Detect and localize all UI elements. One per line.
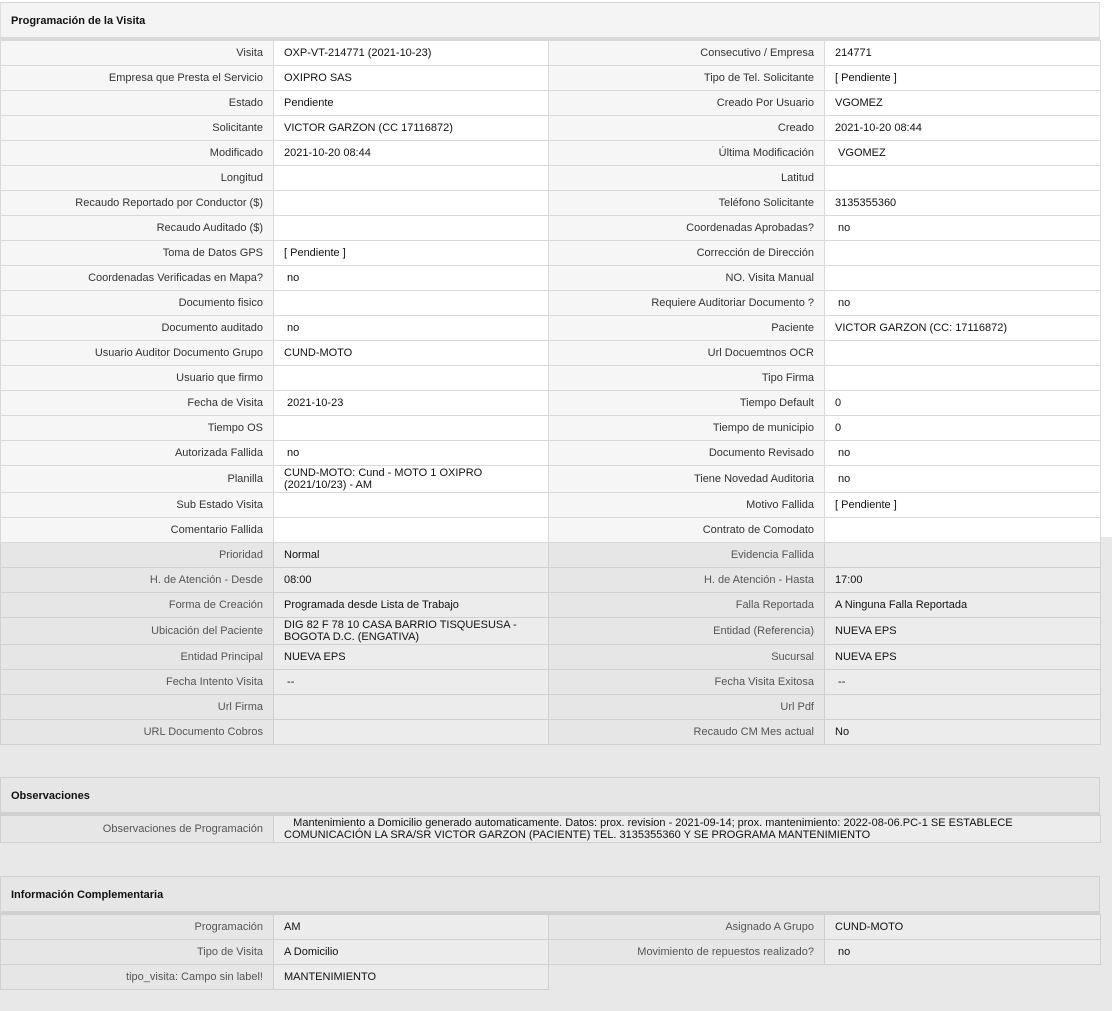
form-row [1, 166, 1101, 191]
form-row [1, 695, 1101, 720]
complementaria-title: Información Complementaria [0, 876, 1100, 914]
no-visita-manual-value [825, 266, 1101, 291]
programacion-label: Programación [1, 915, 274, 940]
fecha-intento-visita-value: -- [274, 670, 549, 695]
consecutivo-empresa-value: 214771 [825, 41, 1101, 66]
form-row [1, 466, 1101, 493]
complementaria-table [0, 914, 1101, 990]
coordenadas-aprobadas-value: no [825, 216, 1101, 241]
fecha-visita-exitosa-value: -- [825, 670, 1101, 695]
empresa-que-presta-el-servicio-value: OXIPRO SAS [274, 66, 549, 91]
url-firma-label: Url Firma [1, 695, 274, 720]
movimiento-de-repuestos-realizado-value: no [825, 940, 1101, 965]
coordenadas-verificadas-en-mapa-label: Coordenadas Verificadas en Mapa? [1, 266, 274, 291]
form-row [1, 816, 1101, 843]
complementaria-panel [0, 876, 1100, 990]
ubicacion-del-paciente-value: DIG 82 F 78 10 CASA BARRIO TISQUESUSA - BOGOTA D.C. (ENGATIVA) [274, 618, 549, 645]
coordenadas-aprobadas-label: Coordenadas Aprobadas? [549, 216, 825, 241]
correccion-de-direccion-value [825, 241, 1101, 266]
form-row [1, 366, 1101, 391]
telefono-solicitante-value: 3135355360 [825, 191, 1101, 216]
usuario-que-firmo-label: Usuario que firmo [1, 366, 274, 391]
ultima-modificacion-label: Última Modificación [549, 141, 825, 166]
estado-value: Pendiente [274, 91, 549, 116]
tipo-visita-campo-sin-label-value: MANTENIMIENTO [274, 965, 549, 990]
url-firma-value [274, 695, 549, 720]
url-pdf-label: Url Pdf [549, 695, 825, 720]
form-row [1, 441, 1101, 466]
form-row [1, 940, 1101, 965]
telefono-solicitante-label: Teléfono Solicitante [549, 191, 825, 216]
latitud-label: Latitud [549, 166, 825, 191]
usuario-auditor-documento-grupo-label: Usuario Auditor Documento Grupo [1, 341, 274, 366]
observaciones-table [0, 815, 1101, 843]
sucursal-label: Sucursal [549, 645, 825, 670]
fecha-de-visita-value: 2021-10-23 [274, 391, 549, 416]
paciente-label: Paciente [549, 316, 825, 341]
planilla-value: CUND-MOTO: Cund - MOTO 1 OXIPRO (2021/10/23) - AM [274, 466, 549, 493]
motivo-fallida-label: Motivo Fallida [549, 493, 825, 518]
h-de-atencion-hasta-label: H. de Atención - Hasta [549, 568, 825, 593]
url-docuemtnos-ocr-label: Url Docuemtnos OCR [549, 341, 825, 366]
tiempo-os-label: Tiempo OS [1, 416, 274, 441]
form-row [1, 543, 1101, 568]
form-row [1, 241, 1101, 266]
blank-value [825, 965, 1101, 990]
recaudo-cm-mes-actual-label: Recaudo CM Mes actual [549, 720, 825, 745]
no-visita-manual-label: NO. Visita Manual [549, 266, 825, 291]
form-row [1, 316, 1101, 341]
form-row [1, 191, 1101, 216]
url-docuemtnos-ocr-value [825, 341, 1101, 366]
url-documento-cobros-label: URL Documento Cobros [1, 720, 274, 745]
contrato-de-comodato-value [825, 518, 1101, 543]
form-row [1, 291, 1101, 316]
consecutivo-empresa-label: Consecutivo / Empresa [549, 41, 825, 66]
fecha-visita-exitosa-label: Fecha Visita Exitosa [549, 670, 825, 695]
form-row [1, 645, 1101, 670]
h-de-atencion-desde-value: 08:00 [274, 568, 549, 593]
form-row [1, 341, 1101, 366]
h-de-atencion-desde-label: H. de Atención - Desde [1, 568, 274, 593]
autorizada-fallida-label: Autorizada Fallida [1, 441, 274, 466]
requiere-auditoriar-documento-label: Requiere Auditoriar Documento ? [549, 291, 825, 316]
asignado-a-grupo-value: CUND-MOTO [825, 915, 1101, 940]
form-row [1, 965, 1101, 990]
tiempo-os-value [274, 416, 549, 441]
form-row [1, 593, 1101, 618]
tiene-novedad-auditoria-label: Tiene Novedad Auditoria [549, 466, 825, 493]
sucursal-value: NUEVA EPS [825, 645, 1101, 670]
entidad-referencia-value: NUEVA EPS [825, 618, 1101, 645]
motivo-fallida-value: [ Pendiente ] [825, 493, 1101, 518]
documento-auditado-value: no [274, 316, 549, 341]
ubicacion-del-paciente-label: Ubicación del Paciente [1, 618, 274, 645]
asignado-a-grupo-label: Asignado A Grupo [549, 915, 825, 940]
visita-value: OXP-VT-214771 (2021-10-23) [274, 41, 549, 66]
toma-de-datos-gps-label: Toma de Datos GPS [1, 241, 274, 266]
form-row [1, 41, 1101, 66]
programacion-value: AM [274, 915, 549, 940]
tiempo-de-municipio-value: 0 [825, 416, 1101, 441]
tipo-de-tel-solicitante-value: [ Pendiente ] [825, 66, 1101, 91]
documento-fisico-value [274, 291, 549, 316]
entidad-principal-value: NUEVA EPS [274, 645, 549, 670]
form-row [1, 391, 1101, 416]
blank-label [549, 965, 825, 990]
creado-value: 2021-10-20 08:44 [825, 116, 1101, 141]
recaudo-auditado-value [274, 216, 549, 241]
tipo-firma-value [825, 366, 1101, 391]
planilla-label: Planilla [1, 466, 274, 493]
url-documento-cobros-value [274, 720, 549, 745]
ultima-modificacion-value: VGOMEZ [825, 141, 1101, 166]
estado-label: Estado [1, 91, 274, 116]
movimiento-de-repuestos-realizado-label: Movimiento de repuestos realizado? [549, 940, 825, 965]
form-row [1, 116, 1101, 141]
modificado-label: Modificado [1, 141, 274, 166]
entidad-referencia-label: Entidad (Referencia) [549, 618, 825, 645]
url-pdf-value [825, 695, 1101, 720]
programacion-table [0, 40, 1101, 745]
solicitante-label: Solicitante [1, 116, 274, 141]
forma-de-creacion-label: Forma de Creación [1, 593, 274, 618]
form-row [1, 720, 1101, 745]
form-row [1, 568, 1101, 593]
correccion-de-direccion-label: Corrección de Dirección [549, 241, 825, 266]
form-row [1, 518, 1101, 543]
recaudo-reportado-por-conductor-label: Recaudo Reportado por Conductor ($) [1, 191, 274, 216]
documento-fisico-label: Documento fisico [1, 291, 274, 316]
empresa-que-presta-el-servicio-label: Empresa que Presta el Servicio [1, 66, 274, 91]
solicitante-value: VICTOR GARZON (CC 17116872) [274, 116, 549, 141]
evidencia-fallida-label: Evidencia Fallida [549, 543, 825, 568]
prioridad-label: Prioridad [1, 543, 274, 568]
tipo-firma-label: Tipo Firma [549, 366, 825, 391]
entidad-principal-label: Entidad Principal [1, 645, 274, 670]
tiempo-default-label: Tiempo Default [549, 391, 825, 416]
tiene-novedad-auditoria-value: no [825, 466, 1101, 493]
tipo-de-visita-value: A Domicilio [274, 940, 549, 965]
requiere-auditoriar-documento-value: no [825, 291, 1101, 316]
form-row [1, 670, 1101, 695]
programacion-title: Programación de la Visita [0, 2, 1100, 40]
usuario-que-firmo-value [274, 366, 549, 391]
sub-estado-visita-value [274, 493, 549, 518]
usuario-auditor-documento-grupo-value: CUND-MOTO [274, 341, 549, 366]
creado-por-usuario-label: Creado Por Usuario [549, 91, 825, 116]
coordenadas-verificadas-en-mapa-value: no [274, 266, 549, 291]
prioridad-value: Normal [274, 543, 549, 568]
form-row [1, 618, 1101, 645]
observaciones-value: Mantenimiento a Domicilio generado automaticamente. Datos: prox. revision - 2021-09-14; prox. mantenimiento: 2022-08-06.PC-1 SE ESTABLECE COMUNICACIÓN LA SRA/SR VICTOR GARZON (PACIENTE) TEL. 3135355360 Y SE PROGRAMA MANTENIMIENTO [274, 816, 1101, 843]
longitud-label: Longitud [1, 166, 274, 191]
contrato-de-comodato-label: Contrato de Comodato [549, 518, 825, 543]
creado-label: Creado [549, 116, 825, 141]
form-row [1, 416, 1101, 441]
fecha-intento-visita-label: Fecha Intento Visita [1, 670, 274, 695]
falla-reportada-label: Falla Reportada [549, 593, 825, 618]
form-row [1, 493, 1101, 518]
documento-revisado-value: no [825, 441, 1101, 466]
comentario-fallida-value [274, 518, 549, 543]
tiempo-de-municipio-label: Tiempo de municipio [549, 416, 825, 441]
recaudo-auditado-label: Recaudo Auditado ($) [1, 216, 274, 241]
tipo-visita-campo-sin-label-label: tipo_visita: Campo sin label! [1, 965, 274, 990]
recaudo-reportado-por-conductor-value [274, 191, 549, 216]
observaciones-label: Observaciones de Programación [1, 816, 274, 843]
autorizada-fallida-value: no [274, 441, 549, 466]
latitud-value [825, 166, 1101, 191]
visita-label: Visita [1, 41, 274, 66]
forma-de-creacion-value: Programada desde Lista de Trabajo [274, 593, 549, 618]
evidencia-fallida-value [825, 543, 1101, 568]
observaciones-title: Observaciones [0, 777, 1100, 815]
form-row [1, 66, 1101, 91]
creado-por-usuario-value: VGOMEZ [825, 91, 1101, 116]
modificado-value: 2021-10-20 08:44 [274, 141, 549, 166]
form-row [1, 266, 1101, 291]
tipo-de-visita-label: Tipo de Visita [1, 940, 274, 965]
fecha-de-visita-label: Fecha de Visita [1, 391, 274, 416]
toma-de-datos-gps-value: [ Pendiente ] [274, 241, 549, 266]
tiempo-default-value: 0 [825, 391, 1101, 416]
comentario-fallida-label: Comentario Fallida [1, 518, 274, 543]
paciente-value: VICTOR GARZON (CC: 17116872) [825, 316, 1101, 341]
recaudo-cm-mes-actual-value: No [825, 720, 1101, 745]
form-row [1, 141, 1101, 166]
tipo-de-tel-solicitante-label: Tipo de Tel. Solicitante [549, 66, 825, 91]
form-row [1, 216, 1101, 241]
longitud-value [274, 166, 549, 191]
documento-revisado-label: Documento Revisado [549, 441, 825, 466]
documento-auditado-label: Documento auditado [1, 316, 274, 341]
form-row [1, 915, 1101, 940]
sub-estado-visita-label: Sub Estado Visita [1, 493, 274, 518]
form-row [1, 91, 1101, 116]
falla-reportada-value: A Ninguna Falla Reportada [825, 593, 1101, 618]
observaciones-panel [0, 777, 1100, 843]
programacion-panel [0, 2, 1100, 745]
h-de-atencion-hasta-value: 17:00 [825, 568, 1101, 593]
